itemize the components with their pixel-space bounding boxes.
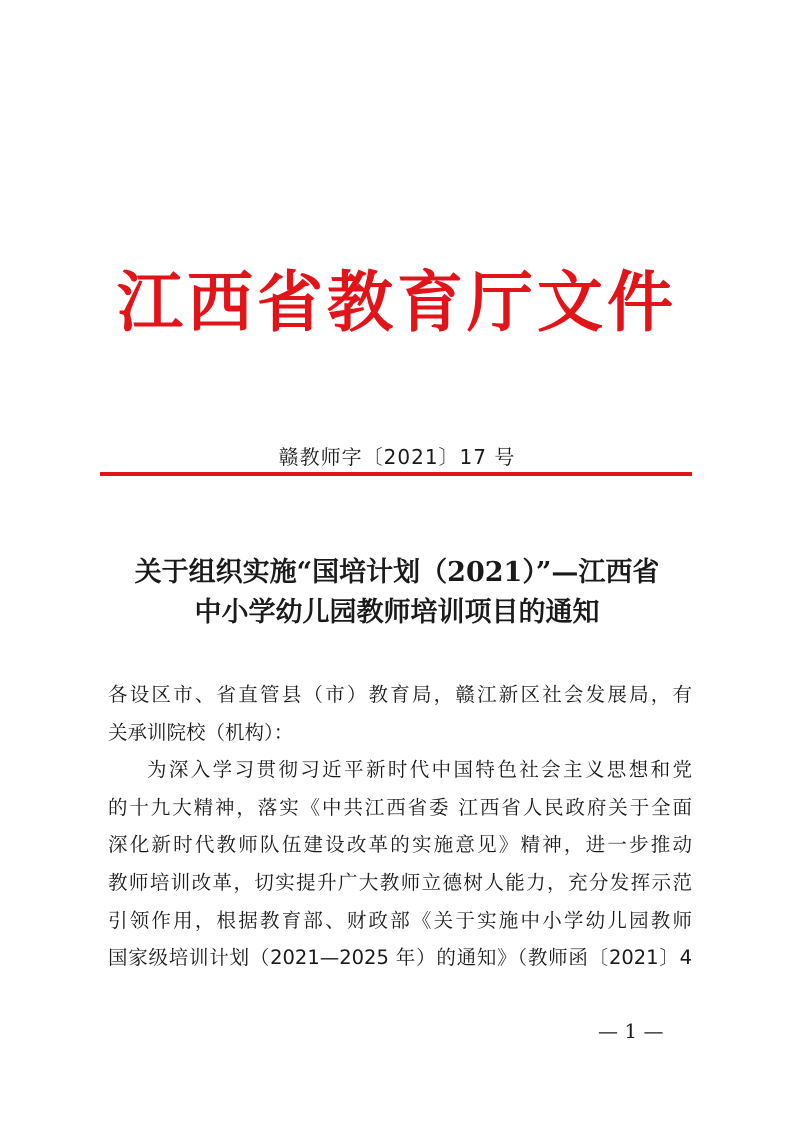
paragraph-line-3: 深化新时代教师队伍建设改革的实施意见》精神，进一步推动 [108,833,692,857]
notice-body [108,676,692,977]
page-number: — 1 — [598,1019,664,1043]
document-number: 赣教师字〔2021〕17 号 [278,445,516,469]
issuer-heading: 江西省教育厅文件 [117,263,677,341]
paragraph-line-4: 教师培训改革，切实提升广大教师立德树人能力，充分发挥示范 [108,870,692,894]
addressee-line-1: 各设区市、省直管县（市）教育局，赣江新区社会发展局，有 [108,683,692,706]
title-line-1: 关于组织实施“国培计划（2021）”—江西省 [134,557,660,588]
title-line-2: 中小学幼儿园教师培训项目的通知 [194,597,600,628]
paragraph-line-5: 引领作用，根据教育部、财政部《关于实施中小学幼儿园教师 [108,908,692,932]
paragraph-line-1: 为深入学习贯彻习近平新时代中国特色社会主义思想和党 [147,758,692,782]
red-separator-rule [100,472,692,476]
notice-title [90,553,704,633]
paragraph-line-2: 的十九大精神，落实《中共江西省委 江西省人民政府关于全面 [108,795,692,819]
addressee-line-2: 关承训院校（机构）： [108,720,294,744]
paragraph-line-6: 国家级培训计划（2021—2025 年）的通知》（教师函〔2021〕4 [108,946,692,970]
